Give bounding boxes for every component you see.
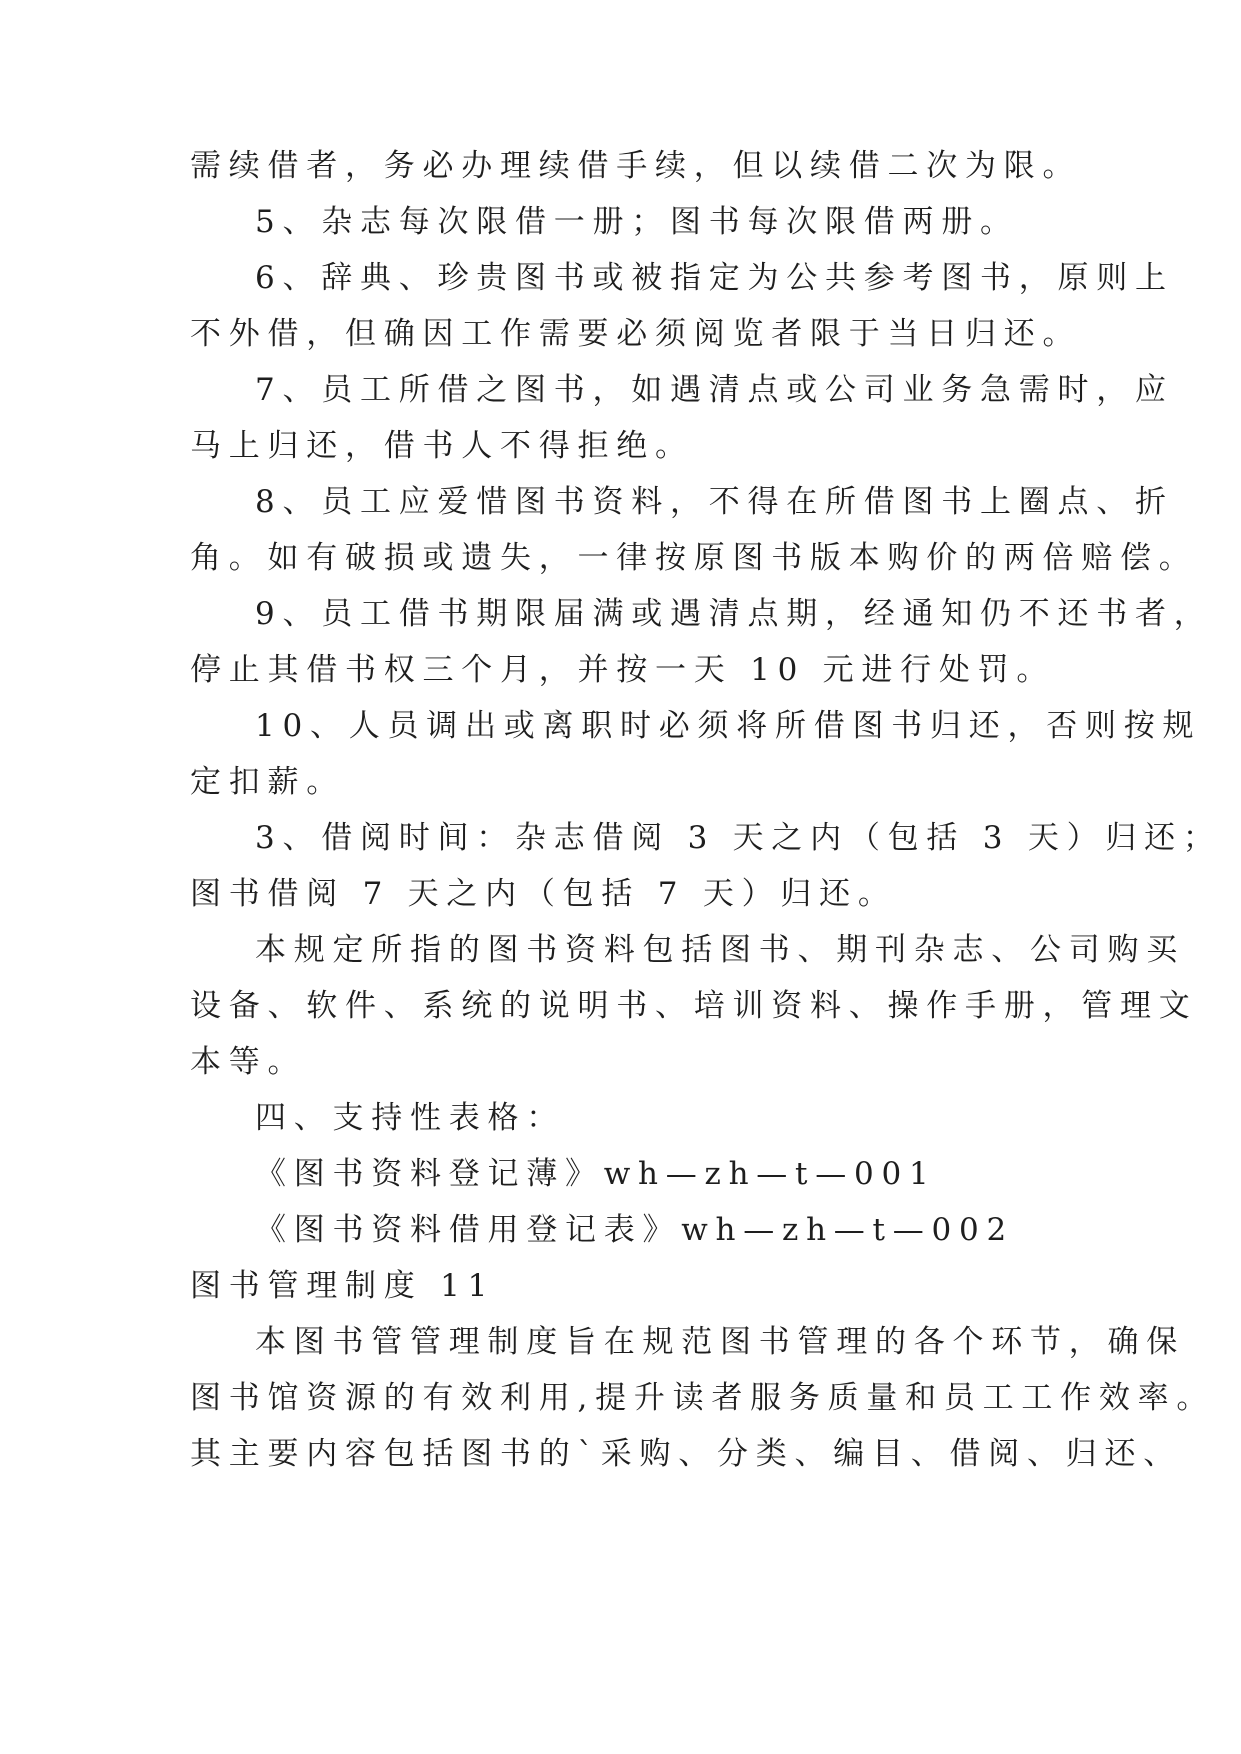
- text-line: 7、员工所借之图书，如遇清点或公司业务急需时，应: [255, 372, 1174, 408]
- text-line: 图书馆资源的有效利用,提升读者服务质量和员工工作效率。: [190, 1380, 1216, 1416]
- text-line: 《图书资料登记薄》wh—zh—t—001: [255, 1156, 937, 1192]
- text-line: 5、杂志每次限借一册；图书每次限借两册。: [255, 204, 1019, 240]
- text-line: 角。如有破损或遗失，一律按原图书版本购价的两倍赔偿。: [190, 540, 1198, 576]
- text-line: 不外借，但确因工作需要必须阅览者限于当日归还。: [190, 316, 1082, 352]
- text-line: 本规定所指的图书资料包括图书、期刊杂志、公司购买: [255, 932, 1185, 968]
- text-line: 其主要内容包括图书的`采购、分类、编目、借阅、归还、: [190, 1436, 1182, 1472]
- text-line: 本等。: [190, 1044, 307, 1080]
- text-line: 需续借者，务必办理续借手续，但以续借二次为限。: [190, 148, 1082, 184]
- document-heading: 图书管理制度 11: [190, 1268, 496, 1304]
- text-line: 《图书资料借用登记表》wh—zh—t—002: [255, 1212, 1014, 1248]
- text-line: 设备、软件、系统的说明书、培训资料、操作手册，管理文: [190, 988, 1198, 1024]
- text-line: 8、员工应爱惜图书资料，不得在所借图书上圈点、折: [255, 484, 1174, 520]
- text-line: 6、辞典、珍贵图书或被指定为公共参考图书，原则上: [255, 260, 1174, 296]
- text-line: 3、借阅时间：杂志借阅 3 天之内（包括 3 天）归还；: [255, 820, 1222, 856]
- text-line: 停止其借书权三个月，并按一天 10 元进行处罚。: [190, 652, 1056, 688]
- text-line: 定扣薪。: [190, 764, 345, 800]
- text-line: 马上归还，借书人不得拒绝。: [190, 428, 694, 464]
- text-line: 图书借阅 7 天之内（包括 7 天）归还。: [190, 876, 897, 912]
- text-line: 9、员工借书期限届满或遇清点期，经通知仍不还书者，: [255, 596, 1213, 632]
- section-heading: 四、支持性表格：: [255, 1100, 565, 1136]
- text-line: 本图书管管理制度旨在规范图书管理的各个环节，确保: [255, 1324, 1185, 1360]
- text-line: 10、人员调出或离职时必须将所借图书归还，否则按规: [255, 708, 1202, 744]
